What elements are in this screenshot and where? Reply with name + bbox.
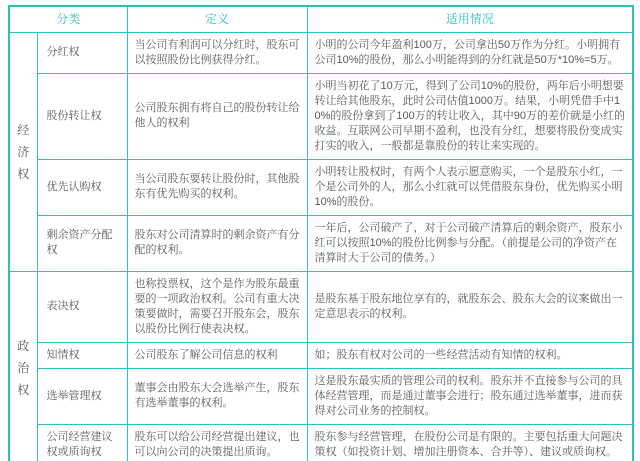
table-row <box>9 368 633 424</box>
table-row <box>9 342 633 368</box>
right-name: 分红权 <box>37 32 127 73</box>
header-category: 分类 <box>9 6 127 32</box>
table-row <box>9 159 633 215</box>
right-name: 知情权 <box>37 342 127 368</box>
right-name: 优先认购权 <box>37 159 127 215</box>
shareholder-rights-table <box>8 5 634 461</box>
table-row <box>9 424 633 461</box>
right-definition: 也称投票权，这个是作为股东最重要的一项政治权利。公司有重大决策要做时，需要召开股东会，股东以股份比例行使表决权。 <box>127 271 307 342</box>
right-name: 选举管理权 <box>37 368 127 424</box>
group-label-text: 经济权 <box>17 122 30 181</box>
right-definition: 股东对公司清算时的剩余资产有分配的权利。 <box>127 215 307 271</box>
table-row <box>9 32 633 73</box>
right-usage: 股东参与经营管理，在股份公司是有限的。主要包括重大问题决策权（如投资计划、增加注册资本、合并等）、建议或质询权。 <box>307 424 633 461</box>
right-usage: 小明当初花了10万元，得到了公司10%的股份，两年后小明想要转让给其他股东，此时公司估值1000万。结果，小明凭借手中10%的股份拿到了100万的转让收入，其中90万的差价就是小红的收益。互联网公司早期不盈利，也没有分红，想要将股份变成实打实的收入，一般都是靠股份的转让来实现的。 <box>307 73 633 159</box>
table-row <box>9 271 633 342</box>
header-row <box>9 6 633 32</box>
right-usage: 是股东基于股东地位享有的，就股东会、股东大会的议案做出一定意思表示的权利。 <box>307 271 633 342</box>
right-name: 表决权 <box>37 271 127 342</box>
header-usage: 适用情况 <box>307 6 633 32</box>
group-label-text: 政治权 <box>17 339 30 397</box>
group-label-political <box>9 271 37 461</box>
right-name: 剩余资产分配权 <box>37 215 127 271</box>
right-usage: 小明的公司今年盈利100万，公司拿出50万作为分红。小明拥有公司10%的股份，那么小明能得到的分红就是50万*10%=5万。 <box>307 32 633 73</box>
group-label-economic <box>9 32 37 271</box>
right-usage: 小明转让股权时，有两个人表示愿意购买，一个是股东小红，一个是公司外的人，那么小红就可以凭借股东身份，优先购买小明10%的股份。 <box>307 159 633 215</box>
right-name: 公司经营建议权或质询权 <box>37 424 127 461</box>
table-row <box>9 73 633 159</box>
right-definition: 董事会由股东大会选举产生，股东有选举董事的权利。 <box>127 368 307 424</box>
table-row <box>9 215 633 271</box>
right-definition: 公司股东了解公司信息的权利 <box>127 342 307 368</box>
header-definition: 定义 <box>127 6 307 32</box>
right-usage: 如；股东有权对公司的一些经营活动有知情的权利。 <box>307 342 633 368</box>
right-definition: 当公司股东要转让股份时，其他股东有优先购买的权利。 <box>127 159 307 215</box>
right-definition: 股东可以给公司经营提出建议，也可以向公司的决策提出质询。 <box>127 424 307 461</box>
right-usage: 这是股东最实质的管理公司的权利。股东并不直接参与公司的具体经营管理，而是通过董事会进行；股东通过选举董事，进而获得对公司业务的控制权。 <box>307 368 633 424</box>
right-definition: 当公司有利润可以分红时，股东可以按照股份比例获得分红。 <box>127 32 307 73</box>
right-definition: 公司股东拥有将自己的股份转让给他人的权利 <box>127 73 307 159</box>
right-name: 股份转让权 <box>37 73 127 159</box>
right-usage: 一年后，公司破产了，对于公司破产清算后的剩余资产，股东小红可以按照10%的股份比例参与分配。（前提是公司的净资产在清算时大于公司的债务。） <box>307 215 633 271</box>
